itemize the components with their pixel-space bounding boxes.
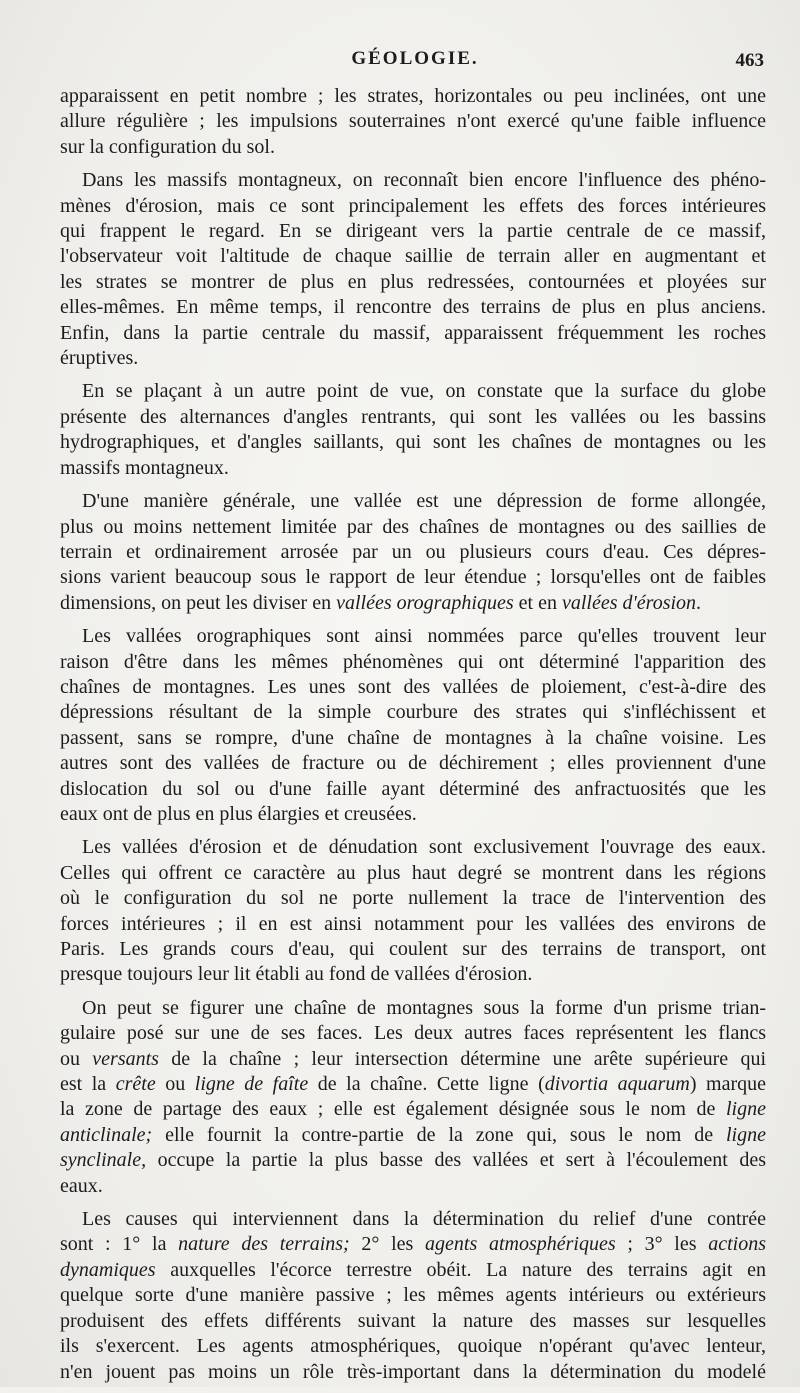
- italic-term: dynamiques: [60, 1258, 156, 1281]
- text-line: En se plaçant à un autre point de vue, on constate que la surface du globe: [82, 380, 766, 403]
- text-run: ) marque: [689, 1073, 767, 1096]
- text-line: eaux ont de plus en plus élargies et creusées.: [60, 802, 417, 825]
- text-line: massifs montagneux.: [60, 456, 229, 479]
- text-run: de la chaîne. Cette ligne (: [308, 1073, 545, 1096]
- text-run: ou: [155, 1073, 195, 1096]
- text-line: [60, 1097, 766, 1122]
- text-line: apparaissent en petit nombre ; les strates, horizontales ou peu inclinées, ont une: [60, 85, 766, 107]
- text-line: [60, 1047, 766, 1072]
- text-line: éruptives.: [60, 347, 139, 370]
- italic-term: versants: [92, 1047, 159, 1070]
- page-number: 463: [735, 50, 764, 71]
- paragraph: [60, 168, 766, 371]
- text-line: presque toujours leur lit établi au fond de vallées d'érosion.: [60, 963, 533, 986]
- paragraph: [60, 996, 766, 1199]
- text-run: ou: [60, 1047, 93, 1070]
- text-line: mènes d'érosion, mais ce sont principalement les effets des forces intérieures: [60, 194, 766, 217]
- italic-term: ligne: [726, 1123, 766, 1146]
- text-line: Paris. Les grands cours d'eau, qui coulent sur des terrains de transport, ont: [60, 938, 766, 960]
- text-line: [60, 1148, 766, 1173]
- text-line: Les vallées orographiques sont ainsi nommées parce qu'elles trouvent leur: [82, 625, 766, 648]
- text-line: eaux.: [60, 1174, 103, 1197]
- text-line: Enfin, dans la partie centrale du massif, apparaissent fréquemment les roches: [60, 321, 766, 344]
- italic-term: ligne: [726, 1098, 766, 1121]
- text-line: D'une manière générale, une vallée est une dépression de forme allongée,: [82, 490, 766, 513]
- italic-term: anticlinale;: [60, 1123, 153, 1146]
- text-run: dimensions, on peut les diviser en: [60, 591, 337, 614]
- text-line: plus ou moins nettement limitée par des chaînes de montagnes ou des saillies de: [60, 515, 766, 538]
- text-line: [60, 1232, 766, 1257]
- paragraph: [60, 84, 766, 160]
- text-line: allure régulière ; les impulsions souterraines n'ont exercé qu'une faible influence: [60, 110, 766, 133]
- text-line: Les causes qui interviennent dans la détermination du relief d'une contrée: [82, 1208, 766, 1231]
- paragraph: [60, 1207, 766, 1385]
- text-line: forces intérieures ; il en est ainsi notamment pour les vallées des environs de: [60, 912, 766, 935]
- text-run: et en: [513, 591, 562, 614]
- text-line: [60, 1072, 766, 1097]
- text-line: elles-mêmes. En même temps, il rencontre des terrains de plus en plus anciens.: [60, 296, 766, 319]
- paragraph: [60, 624, 766, 827]
- text-line: [60, 1123, 766, 1148]
- text-line: [60, 591, 766, 616]
- text-line: chaînes de montagnes. Les unes sont des vallées de ploiement, c'est-à-dire des: [60, 675, 766, 698]
- text-line: présente des alternances d'angles rentrants, qui sont les vallées ou les bassins: [60, 405, 766, 428]
- body-text: [60, 84, 766, 1393]
- text-line: gulaire posé sur une de ses faces. Les deux autres faces représentent les flancs: [60, 1022, 766, 1045]
- text-line: raison d'être dans les mêmes phénomènes qui ont déterminé l'apparition des: [60, 650, 766, 673]
- text-line: passent, sans se rompre, d'une chaîne de montagnes à la chaîne voisine. Les: [60, 726, 766, 749]
- italic-term: divortia aquarum: [544, 1073, 690, 1096]
- text-line: hydrographiques, et d'angles saillants, qui sont les chaînes de montagnes ou les: [60, 431, 766, 454]
- text-line: [60, 1258, 766, 1283]
- italic-term: crête: [115, 1073, 156, 1096]
- italic-term: vallées orographiques: [336, 591, 514, 614]
- italic-term: actions: [708, 1233, 766, 1256]
- text-run: auxquelles l'écorce terrestre obéit. La nature des terrains agit en: [155, 1258, 766, 1281]
- text-line: dislocation du sol ou d'une faille ayant déterminé des anfractuosités que les: [60, 777, 766, 800]
- text-line: dépressions résultant de la simple courbure des strates qui s'infléchissent et: [60, 701, 766, 724]
- text-line: ils s'exercent. Les agents atmosphériques, quoique n'opérant qu'avec lenteur,: [60, 1335, 766, 1358]
- text-line: sions varient beaucoup sous le rapport de leur étendue ; lorsqu'elles ont de faibles: [60, 566, 766, 589]
- italic-term: nature des terrains;: [178, 1233, 350, 1256]
- italic-term: ligne de faîte: [194, 1073, 309, 1096]
- text-line: Les vallées d'érosion et de dénudation sont exclusivement l'ouvrage des eaux.: [82, 836, 766, 859]
- text-line: qui frappent le regard. En se dirigeant vers la partie centrale de ce massif,: [60, 220, 766, 243]
- italic-term: vallées d'érosion: [561, 591, 697, 614]
- text-line: les strates se montrer de plus en plus redressées, contournées et ployées sur: [60, 270, 766, 293]
- text-line: quelque sorte d'une manière passive ; les mêmes agents intérieurs ou extérieurs: [60, 1284, 766, 1307]
- text-line: Celles qui offrent ce caractère au plus haut degré se montrent dans les régions: [60, 861, 766, 884]
- text-run: sont : 1° la: [60, 1233, 179, 1256]
- text-run: ; 3° les: [615, 1233, 709, 1256]
- text-line: Dans les massifs montagneux, on reconnaît bien encore l'influence des phéno-: [82, 169, 766, 192]
- text-line: où le configuration du sol ne porte nullement la trace de l'intervention des: [60, 887, 766, 910]
- text-run: la zone de partage des eaux ; elle est également désignée sous le nom de: [60, 1098, 726, 1121]
- paragraph: [60, 379, 766, 481]
- text-run: 2° les: [349, 1233, 426, 1256]
- paragraph: [60, 835, 766, 987]
- text-run: .: [696, 591, 702, 614]
- page-header: [60, 48, 770, 80]
- paragraph: [60, 489, 766, 616]
- italic-term: agents atmosphériques: [425, 1233, 616, 1256]
- text-line: produisent des effets différents suivant la nature des masses sur lesquelles: [60, 1309, 766, 1332]
- text-line: terrain et ordinairement arrosée par un ou plusieurs cours d'eau. Ces dépres-: [60, 540, 766, 563]
- text-line: n'en jouent pas moins un rôle très-important dans la détermination du modelé: [60, 1360, 766, 1383]
- text-line: On peut se figurer une chaîne de montagnes sous la forme d'un prisme trian-: [82, 996, 766, 1019]
- running-title: GÉOLOGIE.: [351, 48, 479, 69]
- italic-term: synclinale,: [60, 1149, 147, 1172]
- text-run: est la: [60, 1073, 116, 1096]
- text-run: occupe la partie la plus basse des vallées et sert à l'écoulement des: [146, 1149, 766, 1172]
- text-line: autres sont des vallées de fracture ou de déchirement ; elles proviennent d'une: [60, 752, 766, 775]
- text-line: l'observateur voit l'altitude de chaque saillie de terrain aller en augmentant et: [60, 245, 766, 268]
- text-run: de la chaîne ; leur intersection détermine une arête supérieure qui: [158, 1047, 767, 1070]
- text-run: elle fournit la contre-partie de la zone qui, sous le nom de: [152, 1123, 726, 1146]
- text-line: sur la configuration du sol.: [60, 135, 275, 158]
